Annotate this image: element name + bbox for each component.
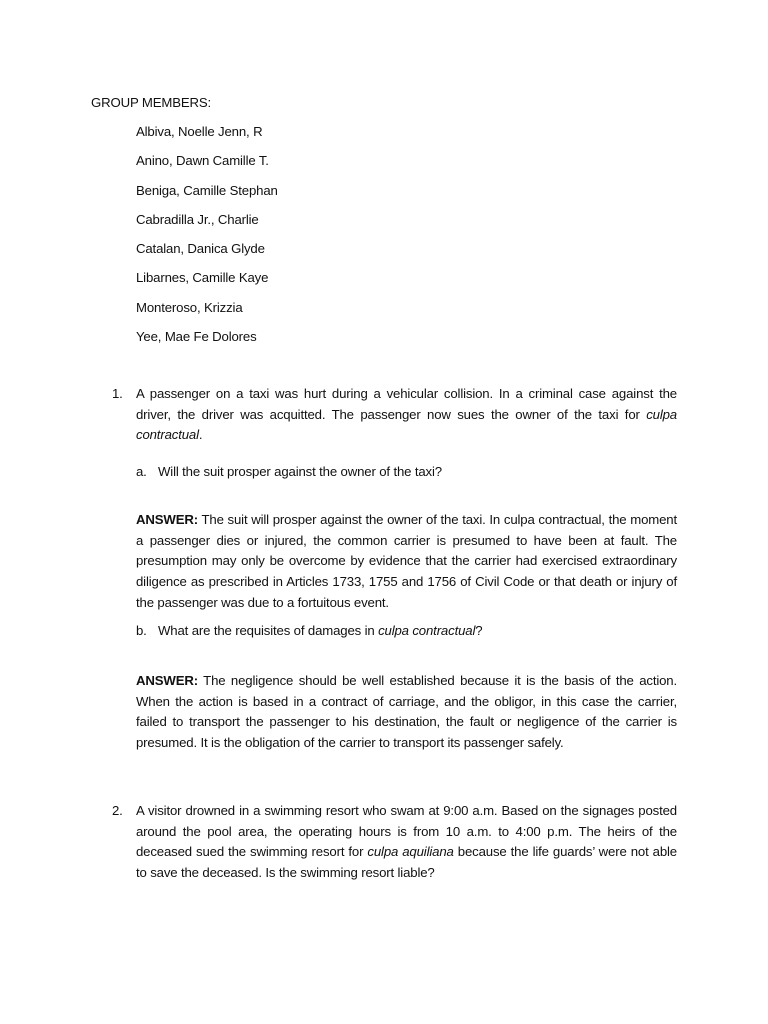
member-name: Cabradilla Jr., Charlie	[136, 211, 259, 227]
question-1b	[136, 621, 677, 642]
question-text: A passenger on a taxi was hurt during a vehicular collision. In a criminal case against the driver, the driver was acquitted. The passenger now sues the owner of the taxi for	[136, 386, 677, 422]
question-2	[112, 801, 677, 883]
member-name: Anino, Dawn Camille T.	[136, 153, 269, 169]
group-members-heading: GROUP MEMBERS:	[91, 95, 212, 110]
sub-question-text: What are the requisites of damages in	[158, 623, 379, 638]
member-name: Beniga, Camille Stephan	[136, 182, 278, 198]
member-name: Libarnes, Camille Kaye	[136, 270, 269, 286]
answer-text: The suit will prosper against the owner of the taxi. In culpa contractual, the moment a passenger dies or injured, the common carrier is presumed to have been at fault. The presumption may only be overcome by evidence that the carrier had exercised extraordinary diligence as prescribed in Articles 1733, 1755 and 1756 of Civil Code or that death or injury of the passenger was due to a fortuitous event.	[136, 512, 677, 610]
sub-question-text: Will the suit prosper against the owner of the taxi?	[158, 464, 442, 479]
member-name: Monteroso, Krizzia	[136, 299, 243, 315]
sub-question-text-end: ?	[475, 623, 483, 638]
answer-label: ANSWER:	[136, 512, 198, 527]
member-name: Albiva, Noelle Jenn, R	[136, 124, 263, 139]
sub-question-italic-term: culpa contractual	[378, 623, 476, 638]
question-text-end: .	[198, 427, 203, 442]
question-italic-term: culpa contractual	[136, 406, 677, 442]
answer-1a	[136, 510, 677, 614]
question-italic-term: culpa aquiliana	[367, 844, 454, 859]
question-number: 2.	[112, 803, 123, 818]
question-1	[112, 384, 677, 446]
question-1a	[136, 462, 677, 483]
member-list	[136, 124, 278, 358]
question-text-end: because the life guards’ were not able to save the deceased. Is the swimming resort liable?	[136, 844, 677, 880]
sub-letter: b.	[136, 623, 147, 638]
answer-1b	[136, 671, 677, 754]
member-name: Yee, Mae Fe Dolores	[136, 329, 257, 345]
answer-label: ANSWER:	[136, 673, 198, 688]
question-number: 1.	[112, 386, 123, 401]
question-text: A visitor drowned in a swimming resort who swam at 9:00 a.m. Based on the signages posted around the pool area, the operating hours is from 10 a.m. to 4:00 p.m. The heirs of the deceased sued the swimming resort for	[136, 803, 677, 859]
answer-text: The negligence should be well established because it is the basis of the action. When the action is based in a contract of carriage, and the obligor, in this case the carrier, failed to transport the passenger to his destination, the fault or negligence of the carrier is presumed. It is the obligation of the carrier to transport its passenger safely.	[136, 673, 677, 751]
member-name: Catalan, Danica Glyde	[136, 241, 265, 257]
sub-letter: a.	[136, 464, 147, 479]
